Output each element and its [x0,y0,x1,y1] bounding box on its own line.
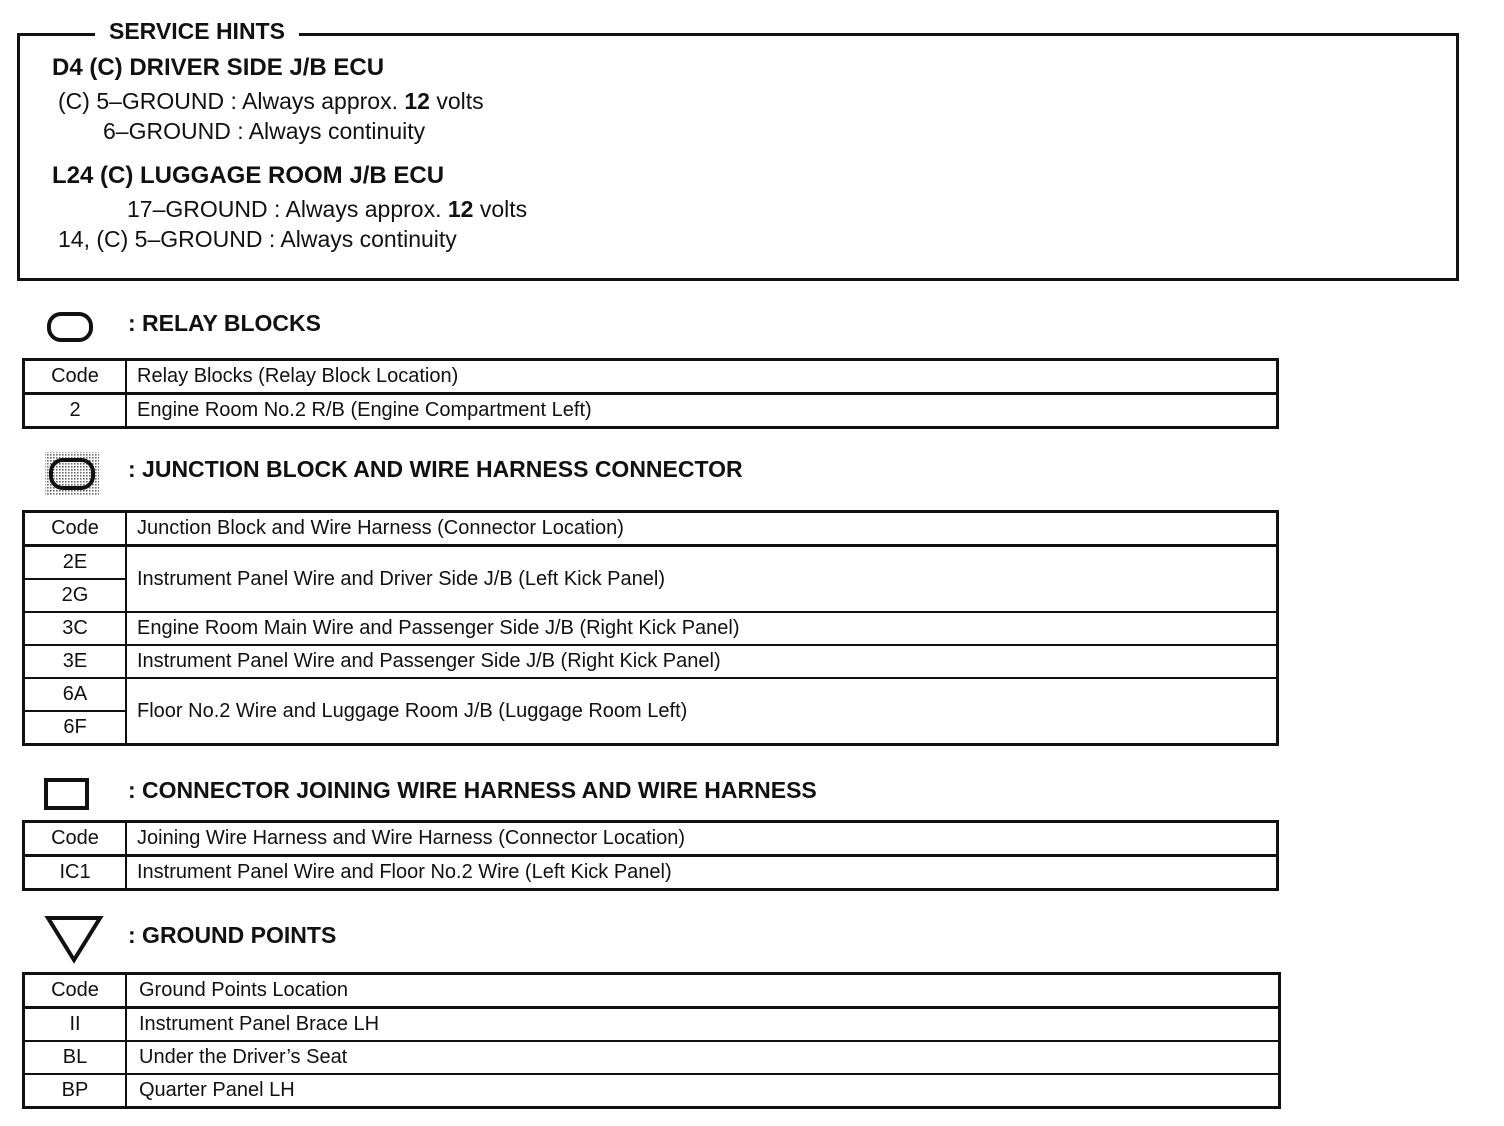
junction-blocks-heading: : JUNCTION BLOCK AND WIRE HARNESS CONNECTOR [128,456,743,482]
d4-line-1-unit: volts [429,88,484,114]
description-cell: Instrument Panel Brace LH [126,1008,1280,1042]
code-column-header: Code [24,360,127,394]
table-header-row [24,512,1278,546]
code-cell: 2 [24,394,127,428]
l24-line-1 [127,194,527,224]
l24-line-2: 14, (C) 5–GROUND : Always continuity [58,226,457,252]
code-cell: BL [24,1041,127,1074]
rounded-rectangle-icon [46,310,94,344]
table-row [24,645,1278,678]
l24-line-1-text: 17–GROUND : Always approx. [127,196,448,222]
code-column-header: Code [24,512,127,546]
description-column-header: Junction Block and Wire Harness (Connector Location) [126,512,1278,546]
d4-line-1-text: (C) 5–GROUND : Always approx. [58,88,405,114]
table-row [24,546,1278,580]
description-cell: Engine Room No.2 R/B (Engine Compartment Left) [126,394,1278,428]
description-cell: Instrument Panel Wire and Driver Side J/B (Left Kick Panel) [126,546,1278,613]
junction-blocks-table [22,510,1279,746]
code-cell: 2E [24,546,127,580]
description-column-header: Relay Blocks (Relay Block Location) [126,360,1278,394]
table-row [24,678,1278,711]
rectangle-icon [44,777,90,811]
code-cell: 2G [24,579,127,612]
table-row [24,1008,1280,1042]
table-row [24,394,1278,428]
description-cell: Quarter Panel LH [126,1074,1280,1108]
description-column-header: Ground Points Location [126,974,1280,1008]
code-column-header: Code [24,974,127,1008]
description-column-header: Joining Wire Harness and Wire Harness (Connector Location) [126,822,1278,856]
table-row [24,1041,1280,1074]
code-cell: 3C [24,612,127,645]
shaded-rounded-rectangle-icon [44,451,100,497]
ground-points-table [22,972,1281,1109]
code-cell: II [24,1008,127,1042]
relay-blocks-heading: : RELAY BLOCKS [128,310,321,336]
code-column-header: Code [24,822,127,856]
description-cell: Floor No.2 Wire and Luggage Room J/B (Luggage Room Left) [126,678,1278,745]
d4-line-1 [58,86,484,116]
code-cell: 6F [24,711,127,745]
relay-blocks-table [22,358,1279,429]
l24-line-1-unit: volts [473,196,528,222]
table-header-row [24,822,1278,856]
service-hints-title: SERVICE HINTS [95,16,299,46]
code-cell: IC1 [24,856,127,890]
description-cell: Instrument Panel Wire and Passenger Side J/B (Right Kick Panel) [126,645,1278,678]
description-cell: Engine Room Main Wire and Passenger Side J/B (Right Kick Panel) [126,612,1278,645]
code-cell: 3E [24,645,127,678]
connectors-table [22,820,1279,891]
ground-points-heading: : GROUND POINTS [128,922,337,948]
l24-heading: L24 (C) LUGGAGE ROOM J/B ECU [52,162,445,189]
table-row [24,856,1278,890]
table-header-row [24,360,1278,394]
description-cell: Instrument Panel Wire and Floor No.2 Wire (Left Kick Panel) [126,856,1278,890]
code-cell: 6A [24,678,127,711]
d4-heading: D4 (C) DRIVER SIDE J/B ECU [52,54,385,81]
connectors-heading: : CONNECTOR JOINING WIRE HARNESS AND WIRE HARNESS [128,777,817,803]
table-row [24,612,1278,645]
description-cell: Under the Driver’s Seat [126,1041,1280,1074]
table-row [24,1074,1280,1108]
code-cell: BP [24,1074,127,1108]
l24-line-1-value: 12 [447,196,474,222]
table-header-row [24,974,1280,1008]
downward-triangle-icon [44,914,104,964]
d4-line-1-value: 12 [404,88,430,114]
d4-line-2: 6–GROUND : Always continuity [103,118,426,144]
